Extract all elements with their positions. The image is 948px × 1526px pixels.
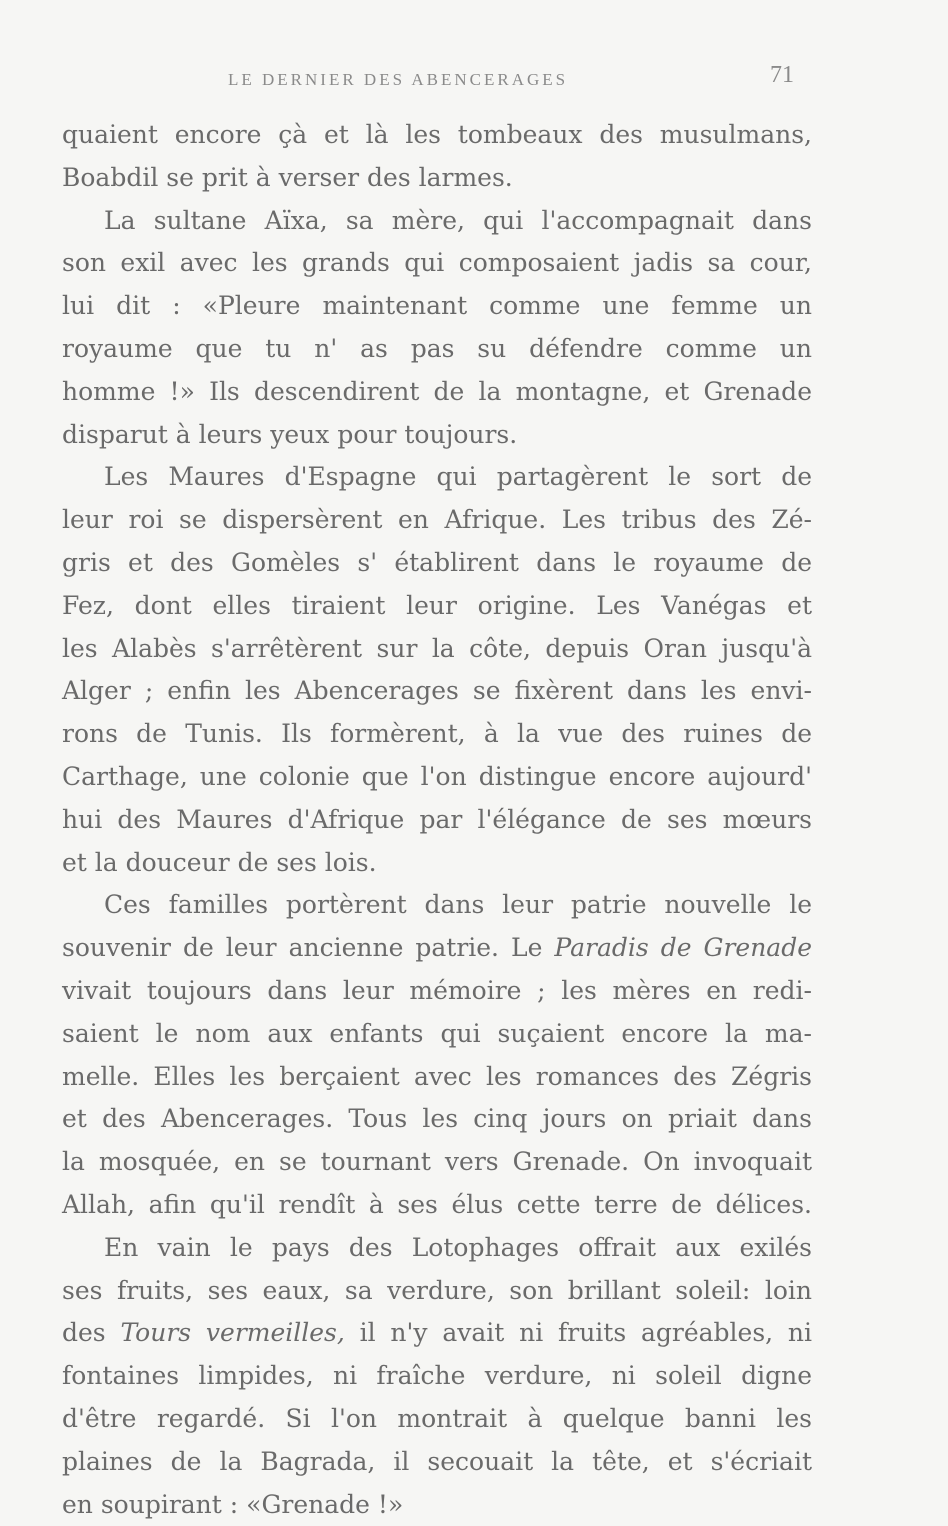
line-text: Les Maures d'Espagne qui partagèrent le sort de: [104, 462, 812, 491]
line-text: des: [62, 1318, 120, 1347]
line-text: Fez, dont elles tiraient leur origine. Les Vanégas et: [62, 591, 812, 620]
line-text: Carthage, une colonie que l'on distingue encore aujourd': [62, 762, 812, 791]
italic-title: Tours vermeilles,: [120, 1318, 344, 1347]
line-text: quaient encore çà et là les tombeaux des musulmans,: [62, 120, 812, 149]
text-line: [62, 1484, 812, 1526]
line-text: royaume que tu n' as pas su défendre comme un: [62, 334, 812, 363]
text-line: [62, 157, 812, 200]
line-text: et des Abencerages. Tous les cinq jours on priait dans: [62, 1104, 812, 1133]
line-text: la mosquée, en se tournant vers Grenade. On invoquait: [62, 1147, 812, 1176]
text-line: [62, 927, 812, 970]
text-line: [62, 713, 812, 756]
line-text: en soupirant : «Grenade !»: [62, 1490, 403, 1519]
line-text: gris et des Gomèles s' établirent dans le royaume de: [62, 548, 812, 577]
body-text: [62, 114, 812, 1526]
line-text: ses fruits, ses eaux, sa verdure, son brillant soleil: loin: [62, 1276, 812, 1305]
text-line: [62, 799, 812, 842]
line-text: Alger ; enfin les Abencerages se fixèrent dans les envi-: [62, 676, 812, 705]
text-line: [62, 756, 812, 799]
text-line: [62, 1141, 812, 1184]
line-text: fontaines limpides, ni fraîche verdure, ni soleil digne: [62, 1361, 812, 1390]
running-title: LE DERNIER DES ABENCERAGES: [228, 70, 568, 90]
text-line: [62, 499, 812, 542]
text-line: [62, 1355, 812, 1398]
line-text: rons de Tunis. Ils formèrent, à la vue des ruines de: [62, 719, 812, 748]
line-text: Boabdil se prit à verser des larmes.: [62, 163, 513, 192]
text-line: [62, 456, 812, 499]
text-line: [62, 371, 812, 414]
line-text: et la douceur de ses lois.: [62, 848, 377, 877]
line-text: hui des Maures d'Afrique par l'élégance de ses mœurs: [62, 805, 812, 834]
text-line: [62, 1270, 812, 1313]
page-number: 71: [770, 62, 794, 89]
text-line: [62, 1056, 812, 1099]
line-text: son exil avec les grands qui composaient jadis sa cour,: [62, 248, 812, 277]
text-line: [62, 1184, 812, 1227]
text-line: [62, 328, 812, 371]
text-line: [62, 1098, 812, 1141]
text-line: [62, 884, 812, 927]
text-line: [62, 585, 812, 628]
text-line: [62, 200, 812, 243]
line-text: Allah, afin qu'il rendît à ses élus cette terre de délices.: [62, 1190, 812, 1219]
text-line: [62, 1312, 812, 1355]
text-line: [62, 285, 812, 328]
text-line: [62, 1227, 812, 1270]
text-line: [62, 1441, 812, 1484]
line-text: homme !» Ils descendirent de la montagne, et Grenade: [62, 377, 812, 406]
line-text: vivait toujours dans leur mémoire ; les mères en redi-: [62, 976, 812, 1005]
text-line: [62, 842, 812, 885]
line-text: lui dit : «Pleure maintenant comme une femme un: [62, 291, 812, 320]
line-text: disparut à leurs yeux pour toujours.: [62, 420, 517, 449]
line-text: d'être regardé. Si l'on montrait à quelque banni les: [62, 1404, 812, 1433]
text-line: [62, 242, 812, 285]
line-text: saient le nom aux enfants qui suçaient encore la ma-: [62, 1019, 812, 1048]
text-line: [62, 628, 812, 671]
text-line: [62, 970, 812, 1013]
line-text: La sultane Aïxa, sa mère, qui l'accompagnait dans: [104, 206, 812, 235]
line-text: Ces familles portèrent dans leur patrie nouvelle le: [104, 890, 812, 919]
line-text: En vain le pays des Lotophages offrait aux exilés: [104, 1233, 812, 1262]
line-text: melle. Elles les berçaient avec les romances des Zégris: [62, 1062, 812, 1091]
text-line: [62, 670, 812, 713]
text-line: [62, 542, 812, 585]
line-text: leur roi se dispersèrent en Afrique. Les tribus des Zé-: [62, 505, 812, 534]
line-text: les Alabès s'arrêtèrent sur la côte, depuis Oran jusqu'à: [62, 634, 812, 663]
line-text: plaines de la Bagrada, il secouait la tête, et s'écriait: [62, 1447, 812, 1476]
line-text-continued: il n'y avait ni fruits agréables, ni: [345, 1318, 812, 1347]
line-text: souvenir de leur ancienne patrie. Le: [62, 933, 554, 962]
text-line: [62, 114, 812, 157]
text-line: [62, 1398, 812, 1441]
text-line: [62, 1013, 812, 1056]
italic-title: Paradis de Grenade: [554, 933, 812, 962]
text-line: [62, 414, 812, 457]
